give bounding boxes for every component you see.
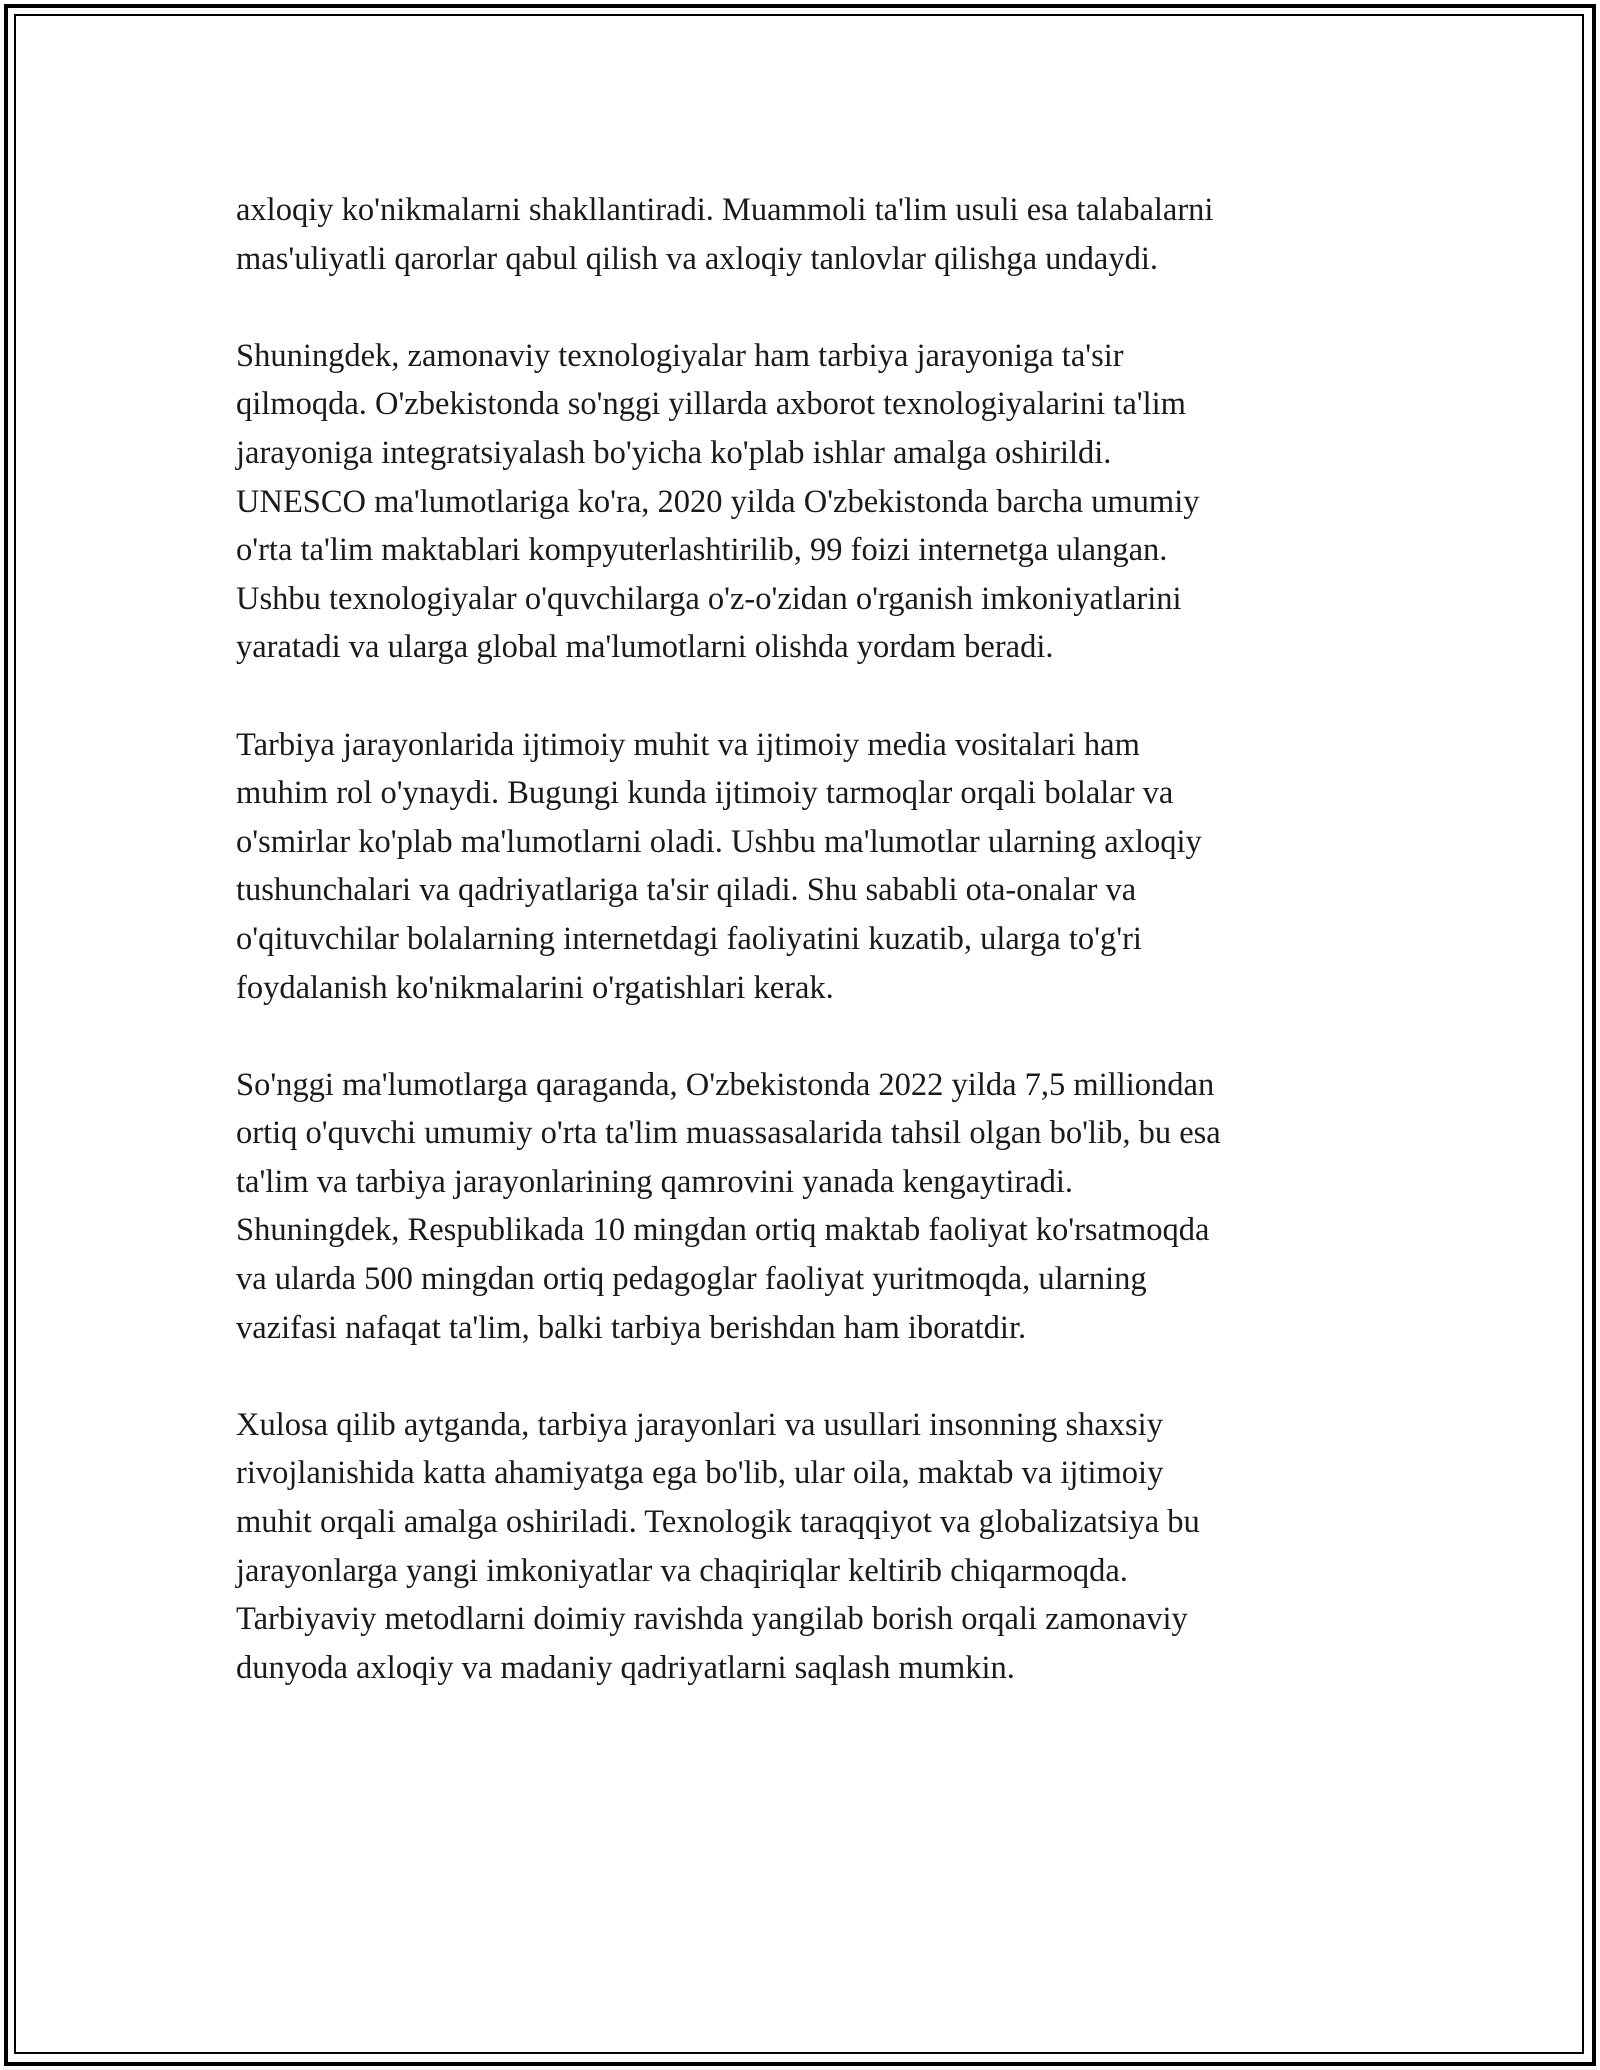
text-line: jarayoniga integratsiyalash bo'yicha ko'plab ishlar amalga oshirildi. — [236, 434, 1112, 471]
text-line: jarayonlarga yangi imkoniyatlar va chaqiriqlar keltirib chiqarmoqda. — [236, 1552, 1128, 1589]
text-line: ta'lim va tarbiya jarayonlarining qamrovini yanada kengaytiradi. — [236, 1163, 1074, 1200]
text-line: vazifasi nafaqat ta'lim, balki tarbiya berishdan ham iboratdir. — [236, 1309, 1027, 1346]
paragraph-1 — [236, 186, 1376, 283]
text-line: mas'uliyatli qarorlar qabul qilish va axloqiy tanlovlar qilishga undaydi. — [236, 240, 1158, 277]
text-line: o'qituvchilar bolalarning internetdagi faoliyatini kuzatib, ularga to'g'ri — [236, 920, 1142, 957]
text-line: yaratadi va ularga global ma'lumotlarni olishda yordam beradi. — [236, 629, 1054, 666]
text-line: axloqiy ko'nikmalarni shakllantiradi. Muammoli ta'lim usuli esa talabalarni — [236, 192, 1214, 228]
text-line: muhim rol o'ynaydi. Bugungi kunda ijtimoiy tarmoqlar orqali bolalar va — [236, 775, 1174, 812]
text-line: Ushbu texnologiyalar o'quvchilarga o'z-o'zidan o'rganish imkoniyatlarini — [236, 580, 1182, 617]
text-line: Shuningdek, Respublikada 10 mingdan ortiq maktab faoliyat ko'rsatmoqda — [236, 1212, 1210, 1249]
text-line: tushunchalari va qadriyatlariga ta'sir qiladi. Shu sababli ota-onalar va — [236, 872, 1137, 909]
paragraph-2 — [236, 332, 1376, 672]
text-line: foydalanish ko'nikmalarini o'rgatishlari kerak. — [236, 969, 834, 1006]
text-line: So'nggi ma'lumotlarga qaraganda, O'zbekistonda 2022 yilda 7,5 milliondan — [236, 1066, 1215, 1103]
text-line: Xulosa qilib aytganda, tarbiya jarayonlari va usullari insonning shaxsiy — [236, 1406, 1163, 1443]
text-line: rivojlanishida katta ahamiyatga ega bo'lib, ular oila, maktab va ijtimoiy — [236, 1455, 1164, 1492]
text-line: o'rta ta'lim maktablari kompyuterlashtirilib, 99 foizi internetga ulangan. — [236, 532, 1168, 569]
text-line: Tarbiyaviy metodlarni doimiy ravishda yangilab borish orqali zamonaviy — [236, 1601, 1188, 1638]
text-line: va ularda 500 mingdan ortiq pedagoglar faoliyat yuritmoqda, ularning — [236, 1261, 1147, 1298]
document-body — [236, 186, 1376, 1741]
text-line: dunyoda axloqiy va madaniy qadriyatlarni saqlash mumkin. — [236, 1649, 1015, 1686]
text-line: Tarbiya jarayonlarida ijtimoiy muhit va ijtimoiy media vositalari ham — [236, 726, 1140, 763]
text-line: Shuningdek, zamonaviy texnologiyalar ham tarbiya jarayoniga ta'sir — [236, 337, 1124, 374]
text-line: muhit orqali amalga oshiriladi. Texnologik taraqqiyot va globalizatsiya bu — [236, 1504, 1200, 1541]
text-line: UNESCO ma'lumotlariga ko'ra, 2020 yilda O'zbekistonda barcha umumiy — [236, 483, 1200, 520]
paragraph-4 — [236, 1061, 1376, 1353]
text-line: qilmoqda. O'zbekistonda so'nggi yillarda axborot texnologiyalarini ta'lim — [236, 386, 1186, 423]
paragraph-5 — [236, 1401, 1376, 1693]
paragraph-3 — [236, 721, 1376, 1013]
text-line: o'smirlar ko'plab ma'lumotlarni oladi. Ushbu ma'lumotlar ularning axloqiy — [236, 823, 1202, 860]
text-line: ortiq o'quvchi umumiy o'rta ta'lim muassasalarida tahsil olgan bo'lib, bu esa — [236, 1115, 1221, 1152]
